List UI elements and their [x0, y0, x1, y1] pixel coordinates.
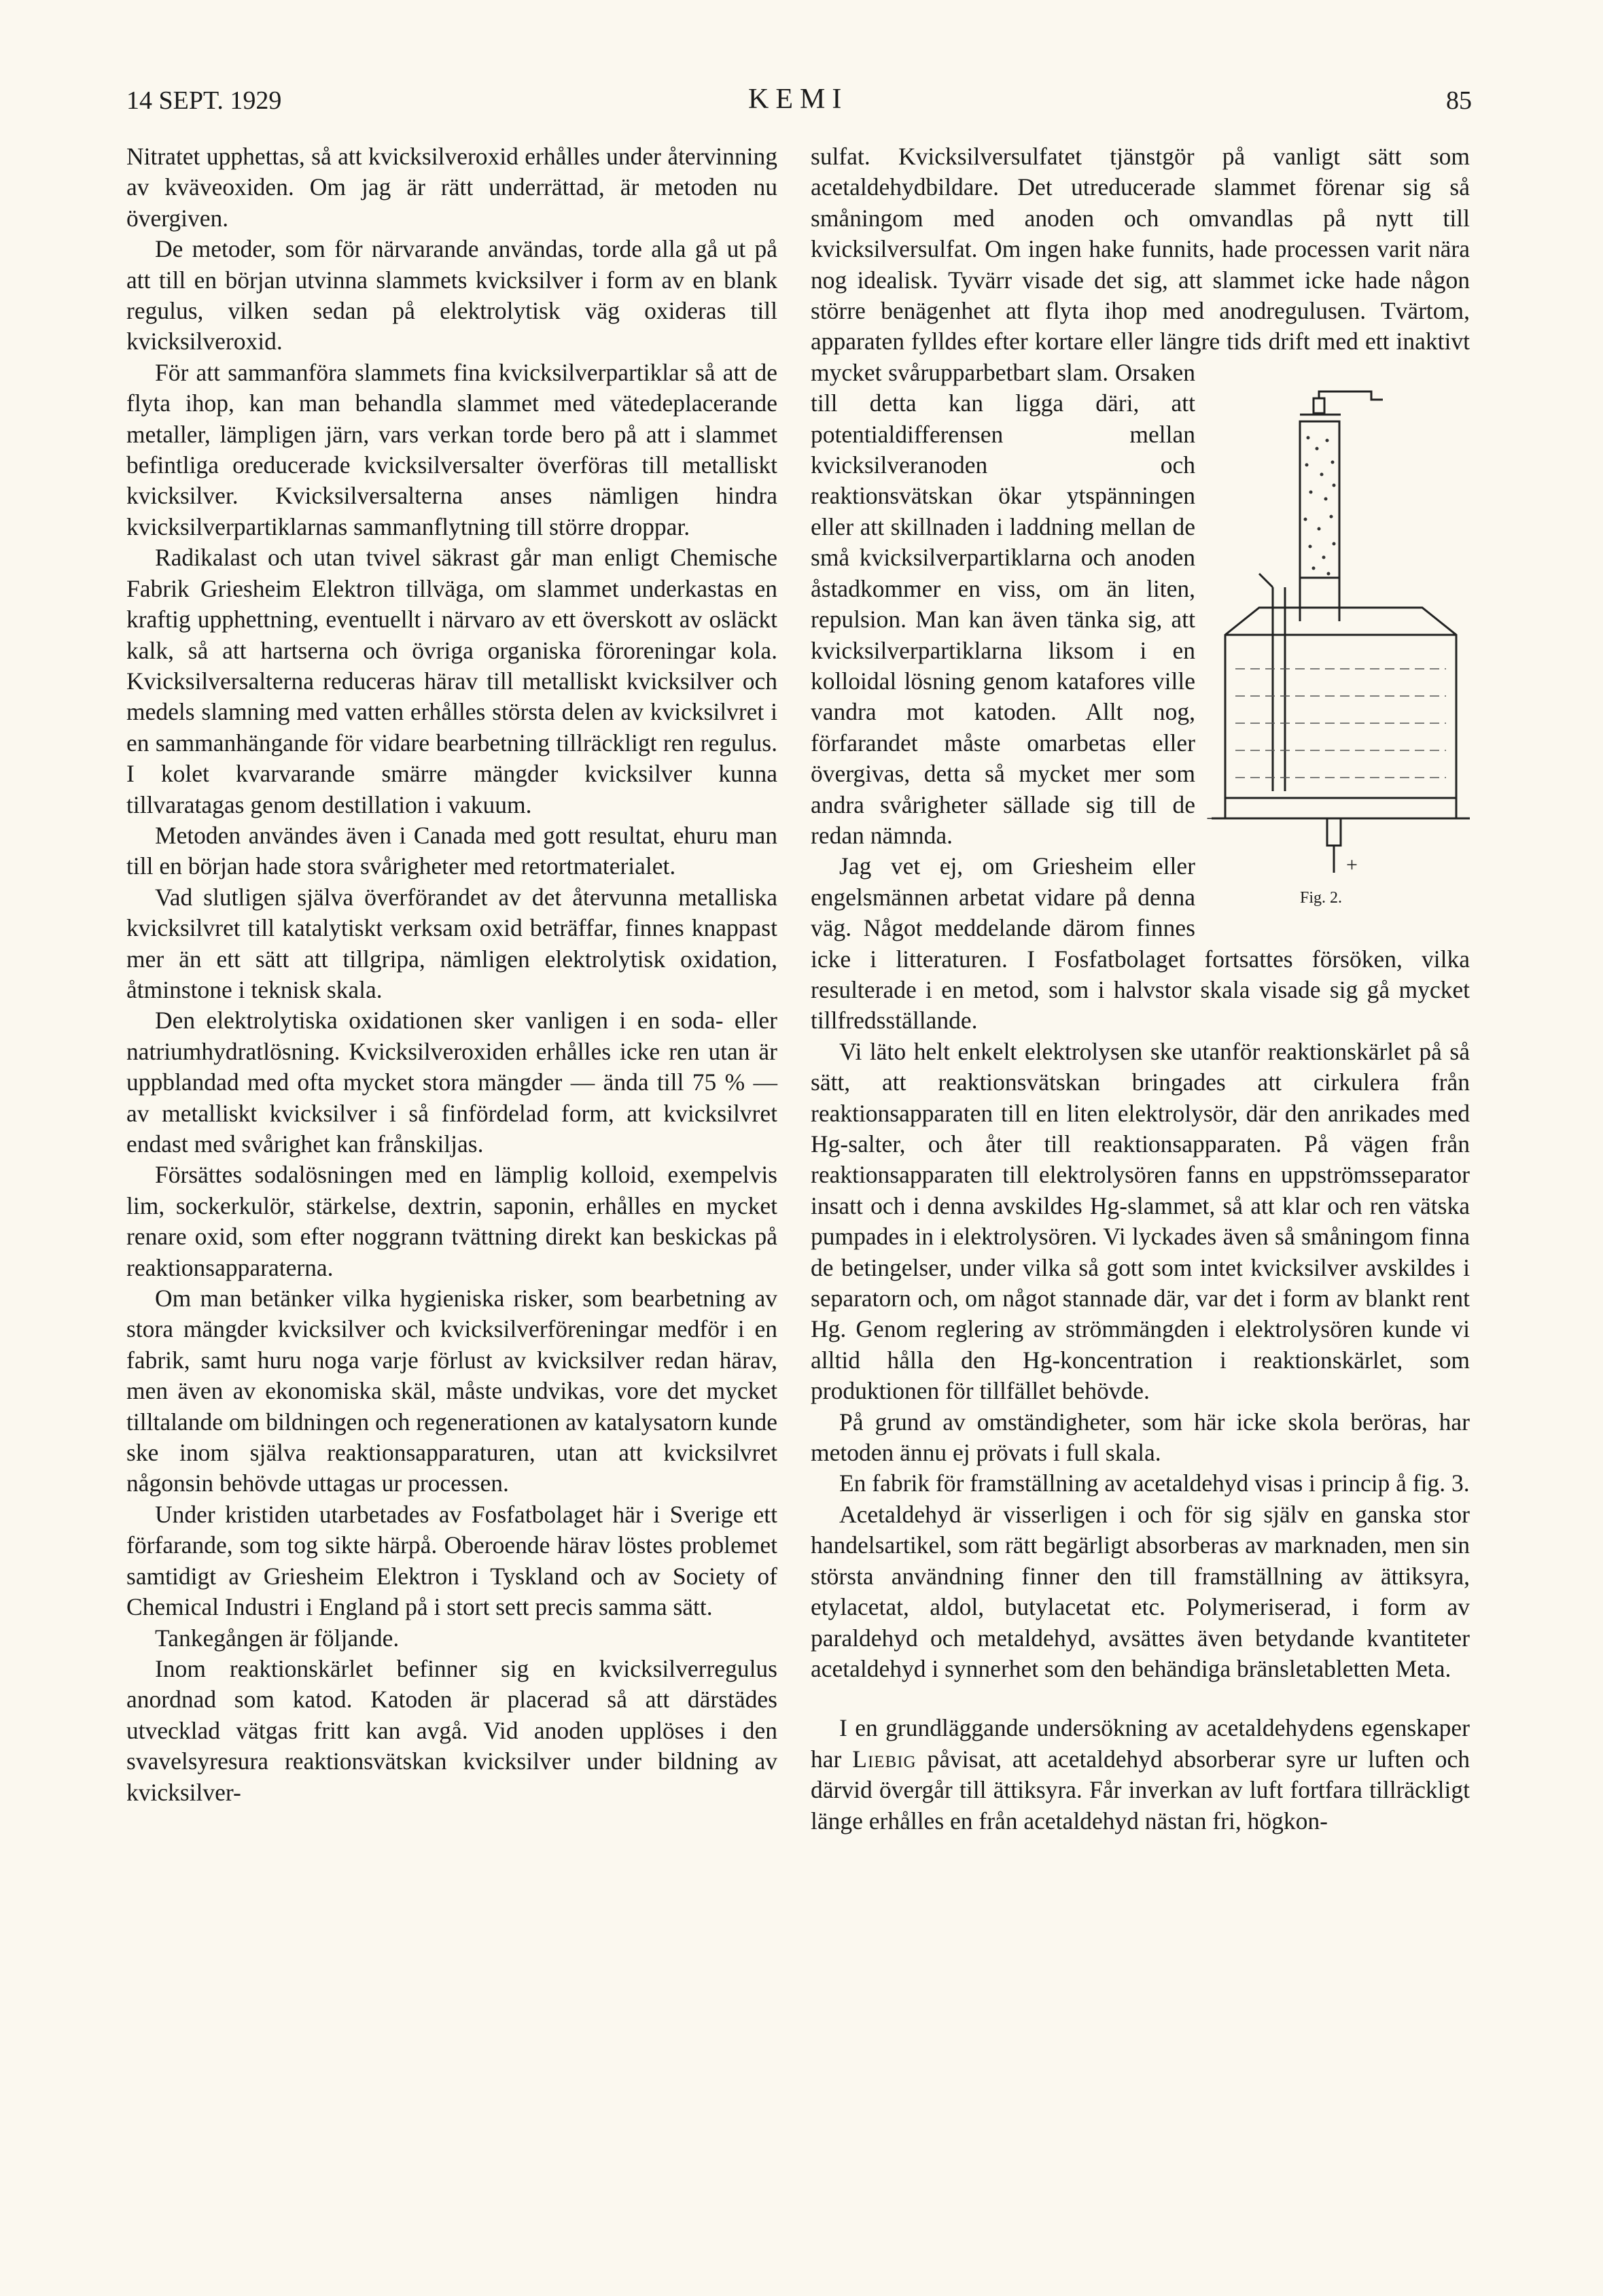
minus-sign: −: [1206, 807, 1218, 830]
page-header: [126, 83, 1472, 124]
journal-title: KEMI: [748, 84, 849, 115]
paragraph: Den elektrolytiska oxidationen sker vanligen i en soda- eller natriumhydratlösning. Kvicksilveroxiden erhålles icke ren utan är uppblandad med ofta mycket stora mängder — ända till 75 % — av metalliskt kvicksilver i så finfördelad form, att kvicksilvret endast med svårighet kan frånskiljas.: [126, 1007, 777, 1158]
paragraph: Försättes sodalösningen med en lämplig kolloid, exempelvis lim, sockerkulör, stärkelse, dextrin, saponin, erhålles en mycket renare oxid, som efter noggrann tvättning direkt kan beskickas på reaktionsapparaterna.: [126, 1161, 777, 1281]
left-column: [126, 141, 777, 1808]
paragraph-text: I en grundläggande undersökning av acetaldehydens egenskaper har: [811, 1714, 1470, 1773]
paragraph: På grund av omständigheter, som här icke skola beröras, har metoden ännu ej prövats i full skala.: [811, 1408, 1470, 1467]
right-column: [811, 141, 1470, 1837]
paragraph: Acetaldehyd är visserligen i och för sig själv en ganska stor handelsartikel, som rätt begärligt absorberas av marknaden, men sin största användning finner den till framställning av ättiksyra, etylacetat, aldol, butylacetat etc. Polymeriserad, i form av paraldehyd och metaldehyd, avsättes även betydande kvantiteter acetaldehyd i synnerhet som den behändiga bränsletabletten Meta.: [811, 1500, 1470, 1682]
issue-date: 14 SEPT. 1929: [126, 86, 282, 115]
paragraph-text: påvisat, att acetaldehyd absorberar syre ur luften och därvid övergår till ättiksyra. Får inverkan av luft fortfara tillräckligt länge erhålles en från acetaldehyd nästan fri, högkon-: [811, 1745, 1470, 1834]
paragraph: sulfat. Kvicksilversulfatet tjänstgör på vanligt sätt som acetaldehydbildare. Det utreducerade slammet förenar sig så småningom med anoden och omvandlas på nytt till kvicksilversulfat. Om ingen hake funnits, hade processen varit nära nog idealisk. Tyvärr visade det sig, att slammet icke hade någon större benägenhet att flyta ihop med anodregulusen. Tvärtom, apparaten fylldes efter kortare eller längre tids drift med ett inaktivt mycket svårupparbetbart slam. Orsaken till detta kan ligga däri, att potentialdifferensen mellan kvicksilveranoden och reaktionsvätskan ökar ytspänningen eller att skillnaden i laddning mellan de små kvicksilverpartiklarna och anoden åstadkommer en viss, om än liten, repulsion. Man kan även tänka sig, att kvicksilverpartiklarna liksom i en kolloidal lösning genom katafores ville vandra mot katoden. Allt nog, förfarandet måste omarbetas eller övergivas, detta så mycket mer som andra svårigheter sällade sig till de redan nämnda.: [811, 143, 1470, 849]
paragraph: Om man betänker vilka hygieniska risker, som bearbetning av stora mängder kvicksilver och kvicksilverföreningar medför i en fabrik, samt huru noga varje förlust av kvicksilver redan härav, men även av ekonomiska skäl, måste undvikas, vore det mycket tilltalande om bildningen och regenerationen av katalysatorn kunde ske inom själva reaktionsapparaturen, utan att kvicksilvret någonsin behövde uttagas ur processen.: [126, 1285, 777, 1497]
figure-caption: Fig. 2.: [1300, 889, 1343, 907]
section-gap: [811, 1684, 1470, 1713]
paragraph: Vi läto helt enkelt elektrolysen ske utanför reaktionskärlet på så sätt, att reaktionsvätskan bringades att cirkulera från reaktionsapparaten till en liten elektrolysör, där den anrikades med Hg-salter, och åter till reaktionsapparaten. På vägen från reaktionsapparaten till elektrolysören fanns en uppströmsseparator insatt och i denna avskildes Hg-slammet, så att klar och ren vätska pumpades in i elektrolysören. Vi lyckades även så småningom finna de betingelser, under vilka så gott som intet kvicksilver avskildes i separatorn och, om något stannade där, var det i form av blankt rent Hg. Genom reglering av strömmängden i elektrolysören kunde vi alltid hålla den Hg-koncentration i reaktionskärlet, som produktionen för tillfället behövde.: [811, 1037, 1470, 1405]
paragraph: Tankegången är följande.: [155, 1624, 400, 1652]
paragraph: [811, 1713, 1470, 1837]
paragraph: De metoder, som för närvarande användas, torde alla gå ut på att till en början utvinna slammets kvicksilver i form av en blank regulus, vilken sedan på elektrolytisk väg oxideras till kvicksilveroxid.: [126, 235, 777, 355]
paragraph: Inom reaktionskärlet befinner sig en kvicksilverregulus anordnad som katod. Katoden är placerad så att därstädes utvecklad vätgas fritt kan avgå. Vid anoden upplöses i den svavelsyresura reaktionsvätskan kvicksilver under bildning av kvicksilver-: [126, 1654, 777, 1806]
paragraph: För att sammanföra slammets fina kvicksilverpartiklar så att de flyta ihop, kan man behandla slammet med vätedeplacerande metaller, lämpligen järn, vars verkan torde bero på att i slammet befintliga oreducerade kvicksilversalter överföras till metalliskt kvicksilver. Kvicksilversalterna anses nämligen hindra kvicksilverpartiklarnas sammanflytning till större droppar.: [126, 358, 777, 540]
paragraph: Vad slutligen själva överförandet av det återvunna metalliska kvicksilvret till katalytiskt verksam oxid beträffar, finnes knappast mer än ett sätt att tillgripa, nämligen elektrolytisk oxidation, åtminstone i teknisk skala.: [126, 883, 777, 1003]
author-name: Liebig: [852, 1745, 917, 1773]
page-number: 85: [1446, 86, 1472, 115]
paragraph: En fabrik för framställning av acetaldehyd visas i princip å fig. 3.: [839, 1469, 1470, 1497]
paragraph: Radikalast och utan tvivel säkrast går man enligt Chemische Fabrik Griesheim Elektron tillväga, om slammet underkastas en kraftig upphettning, eventuellt i närvaro av ett överskott av osläckt kalk, så att hartserna och övriga organiska föroreningar kola. Kvicksilversalterna reduceras härav till metalliskt kvicksilver och medels slamning med vatten erhålles största delen av kvicksilvret i en sammanhängande för vidare bearbetning tillräckligt ren regulus. I kolet kvarvarande smärre mängder kvicksilver kunna tillvaratagas genom destillation i vakuum.: [126, 544, 777, 818]
paragraph: Under kristiden utarbetades av Fosfatbolaget här i Sverige ett förfarande, som tog sikte härpå. Oberoende härav löstes problemet samtidigt av Griesheim Elektron i Tyskland och av Society of Chemical Industri i England på i stort sett precis samma sätt.: [126, 1500, 777, 1621]
paragraph: Nitratet upphettas, så att kvicksilveroxid erhålles under återvinning av kväveoxiden. Om jag är rätt underrättad, är metoden nu övergiven.: [126, 143, 777, 232]
electrolysis-apparatus-drawing-icon: [1205, 383, 1473, 886]
figure-2: [1205, 383, 1473, 911]
paragraph: Jag vet ej, om Griesheim eller engelsmännen arbetat vidare på denna väg. Något meddelande därom finnes icke i litteraturen. I Fosfatbolaget fortsattes försöken, vilka resulterade i en metod, som i halvstor skala visade sig gå mycket tillfredsställande.: [811, 852, 1470, 1034]
paragraph: Metoden användes även i Canada med gott resultat, ehuru man till en början hade stora svårigheter med retortmaterialet.: [126, 821, 777, 880]
plus-sign: +: [1346, 854, 1358, 876]
